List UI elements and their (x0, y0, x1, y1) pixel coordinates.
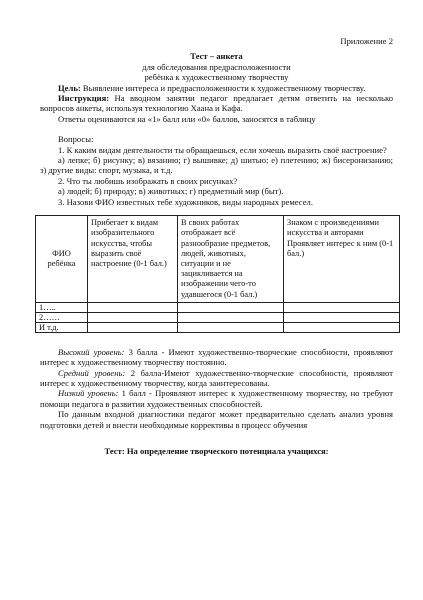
goal-paragraph (40, 83, 393, 93)
header-art-knowledge: Знаком с произведениями искусства и авторами Проявляет интерес к ним (0-1 бал.) (284, 216, 400, 303)
table-row (36, 312, 400, 322)
level-high (40, 347, 393, 368)
table-row (36, 302, 400, 312)
doc-subtitle-2: ребёнка к художественному творчеству (144, 72, 289, 83)
level-mid (40, 368, 393, 389)
row-label: И т.д. (36, 322, 88, 332)
instruction-paragraph (40, 93, 393, 114)
level-low-text: 1 балл - Проявляют интерес к художественному творчеству, но требуют помощи педагога в развитии художественных способностей. (40, 388, 393, 409)
question-2: 2. Что ты любишь изображать в своих рисунках? (58, 175, 238, 186)
table-row (36, 322, 400, 332)
level-mid-text: 2 балла-Имеют художественно-творческие способности, проявляют интерес к художественному творчеству, когда заинтересованы. (40, 367, 393, 388)
question-2-options: а) людей; б) природу; в) животных; г) предметный мир (быт). (58, 186, 284, 197)
question-1-options: а) лепке; б) рисунку; в) вязанию; г) вышивке; д) шитью; е) плетению; ж) бисеронизанию; з) другие виды: спорт, музыка, и т.д. (40, 155, 393, 176)
goal-text: Выявление интереса и предрасположенности к художественному творчеству. (80, 82, 366, 93)
header-variety: В своих работах отображает всё разнообразие предметов, людей, животных, ситуации и не зацикливается на изображении чего-то удавшегося (0-1 бал.) (178, 216, 284, 303)
scoring-paragraph: Ответы оцениваются на «1» балл или «0» баллов, заносятся в таблицу (58, 113, 316, 124)
survey-table (35, 215, 400, 333)
instruction-text: На вводном занятии педагог предлагает детям ответить на несколько вопросов анкеты, используя технологию Хаана и Кафа. (40, 93, 393, 114)
row-label: 2…… (36, 312, 88, 322)
next-test-title: Тест: На определение творческого потенциала учащихся: (104, 445, 329, 456)
header-mood: Прибегает к видам изобразительного искусства, чтобы выразить своё настроение (0-1 бал.) (88, 216, 178, 303)
question-1: 1. К каким видам деятельности ты обращаешься, если хочешь выразить своё настроение? (58, 144, 387, 155)
level-high-label: Высокий уровень: (58, 346, 125, 357)
table-header-row (36, 216, 400, 303)
level-low-label: Низкий уровень: (58, 388, 119, 399)
level-high-text: 3 балла - Имеют художественно-творческие способности, проявляют интерес к художественному творчеству постоянно. (40, 346, 393, 368)
goal-label: Цель: (58, 82, 81, 93)
questions-label: Вопросы: (58, 134, 94, 145)
instruction-label: Инструкция: (58, 93, 110, 104)
row-label: 1….. (36, 302, 88, 312)
doc-subtitle-1: для обследования предрасположенности (142, 61, 291, 72)
conclusion-paragraph: По данным входной диагностики педагог может предварительно сделать анализ уровня подготовки детей и внести необходимые коррективы в процесс обучения (40, 409, 393, 430)
doc-title: Тест – анкета (190, 51, 243, 62)
appendix-label: Приложение 2 (340, 36, 393, 46)
level-low (40, 388, 393, 409)
header-fio: ФИО ребёнка (36, 216, 88, 303)
question-3: 3. Назови ФИО известных тебе художников, виды народных ремесел. (58, 196, 313, 207)
level-mid-label: Средний уровень: (58, 367, 126, 378)
